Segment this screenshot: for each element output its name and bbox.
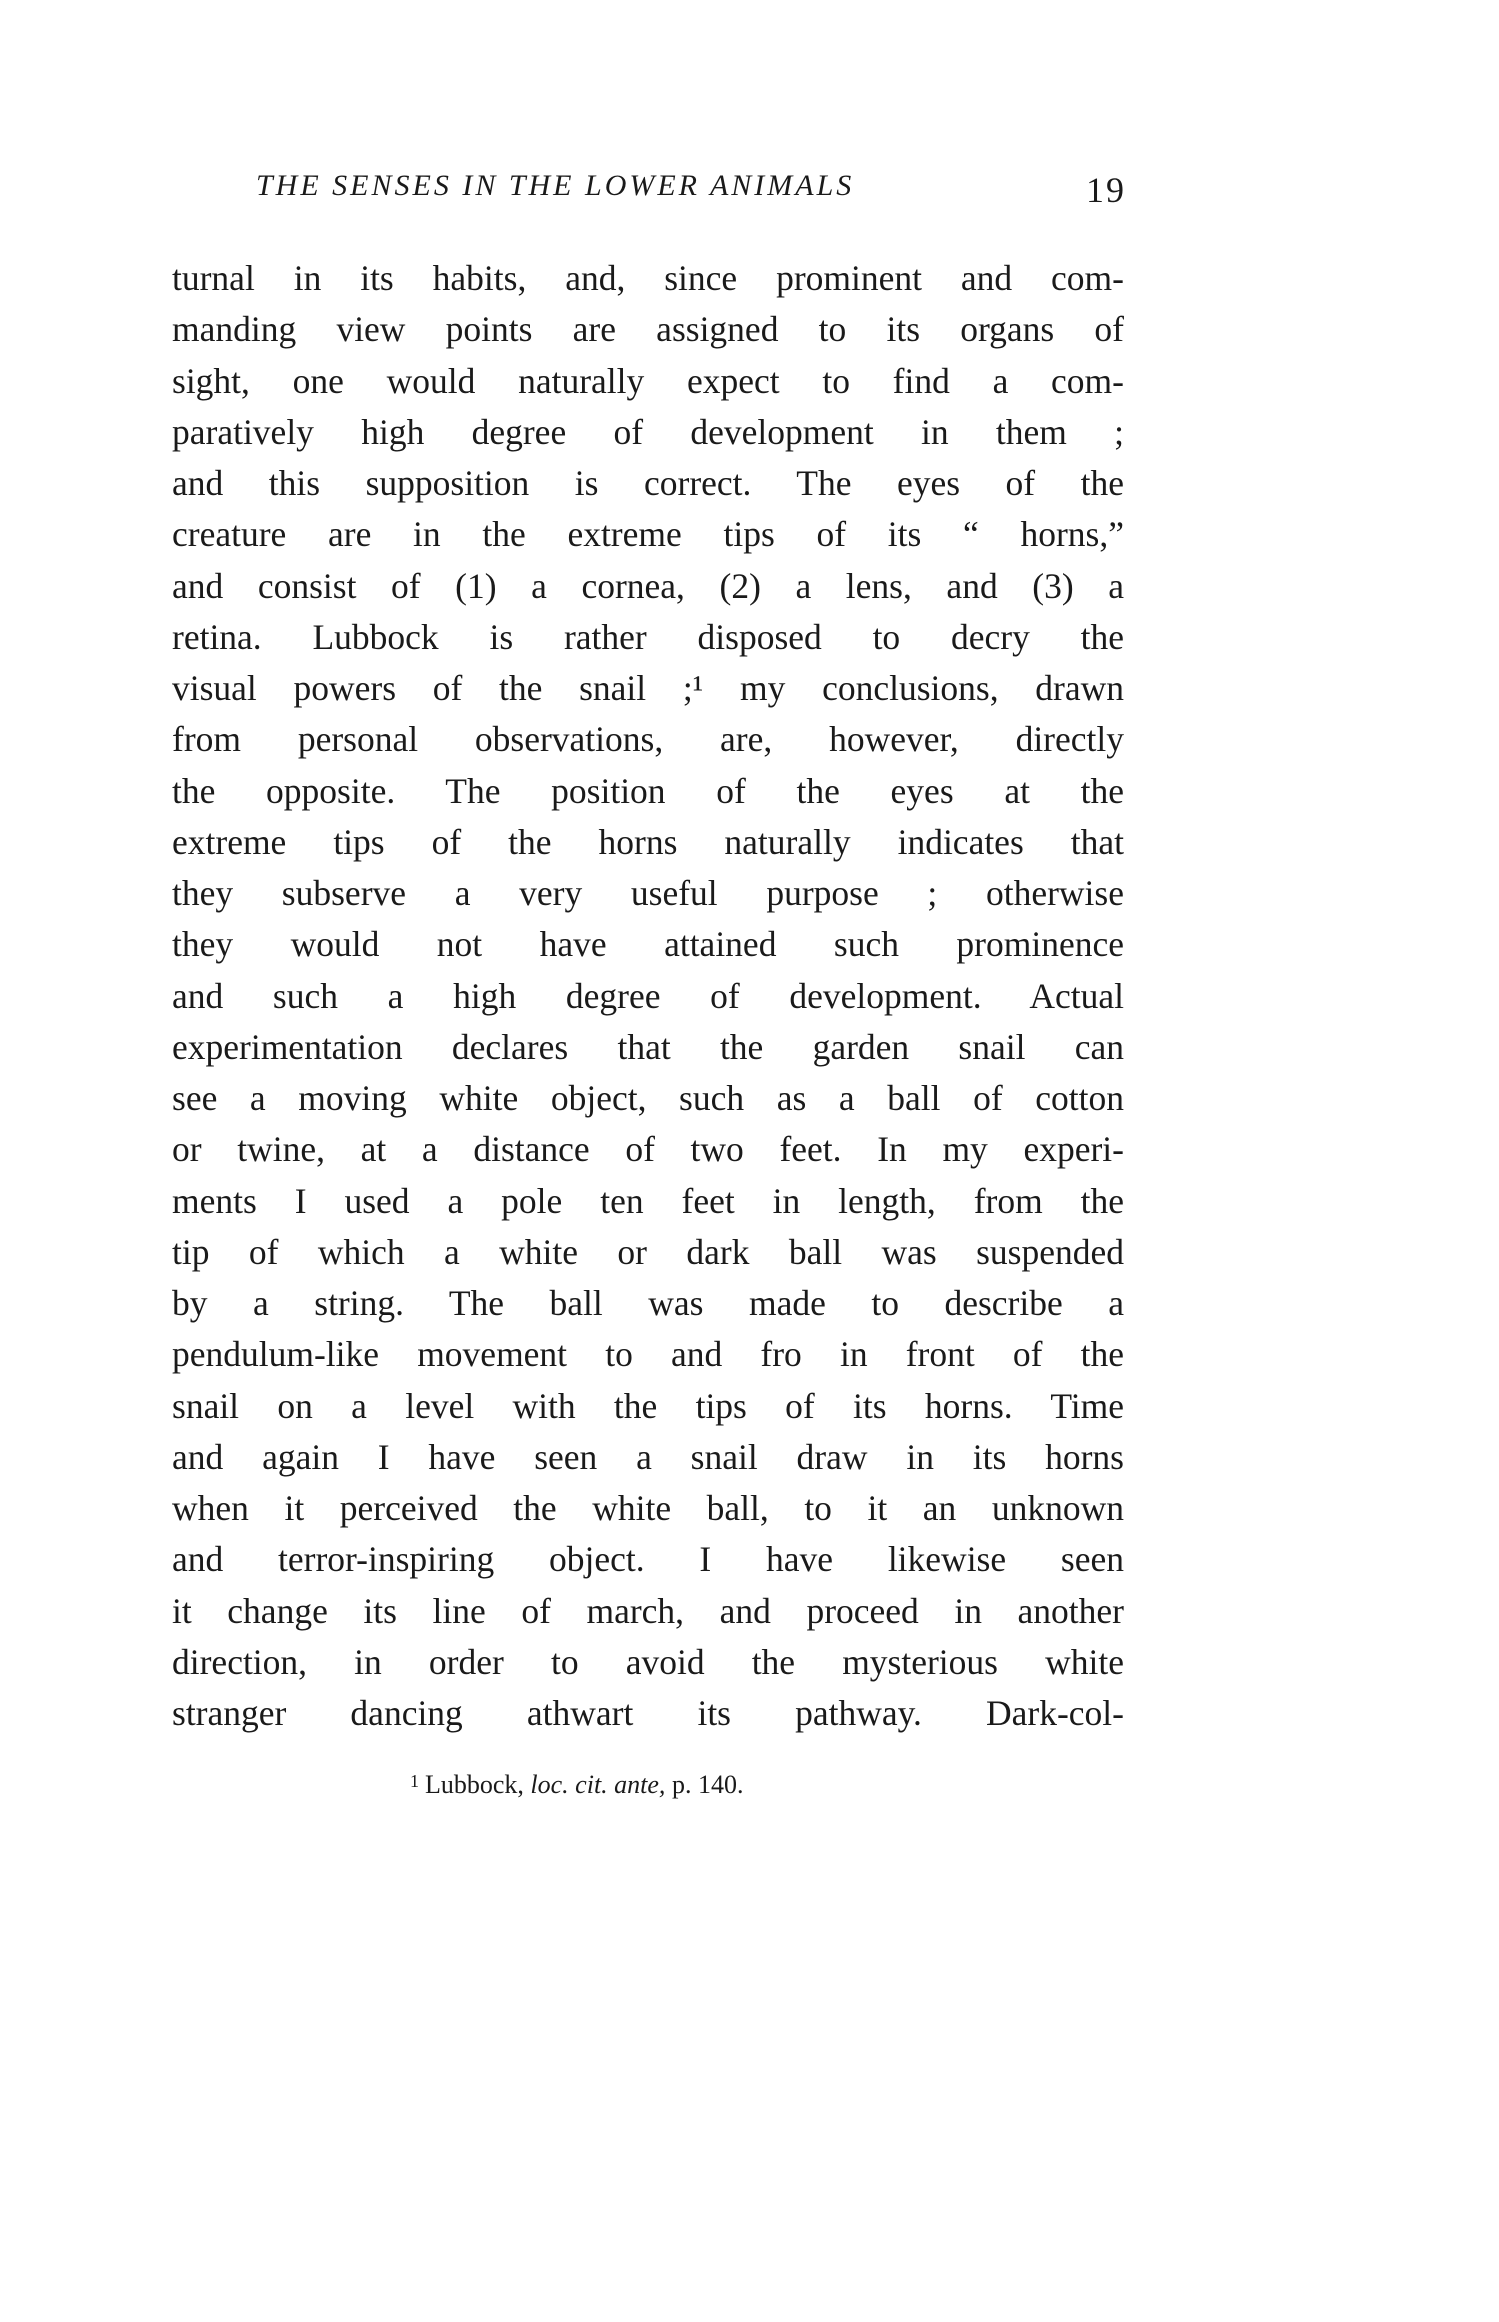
text-line: or twine, at a distance of two feet. In my experi- (172, 1129, 1124, 1170)
text-line: creature are in the extreme tips of its “ horns,” (172, 514, 1124, 555)
page-number: 19 (1086, 170, 1126, 210)
text-line: and terror-inspiring object. I have likewise seen (172, 1539, 1124, 1580)
text-line: visual powers of the snail ;¹ my conclusions, drawn (172, 668, 1124, 708)
running-title: THE SENSES IN THE LOWER ANIMALS (256, 169, 855, 202)
text-line: turnal in its habits, and, since prominent and com- (172, 258, 1124, 298)
footnote (410, 1770, 743, 1800)
text-line: the opposite. The position of the eyes at the (172, 770, 1124, 811)
text-line: snail on a level with the tips of its horns. Time (172, 1385, 1124, 1426)
text-line: paratively high degree of development in them ; (172, 411, 1124, 452)
text-line: pendulum-like movement to and fro in front of the (172, 1334, 1124, 1375)
text-line: stranger dancing athwart its pathway. Dark-col- (172, 1693, 1124, 1733)
text-line: it change its line of march, and proceed in another (172, 1590, 1124, 1631)
text-line: and this supposition is correct. The eyes of the (172, 463, 1124, 503)
text-line: see a moving white object, such as a ball of cotton (172, 1078, 1124, 1118)
text-line: they subserve a very useful purpose ; otherwise (172, 873, 1124, 913)
footnote-page-ref: p. 140. (671, 1770, 744, 1799)
text-line: experimentation declares that the garden snail can (172, 1026, 1124, 1067)
text-line: retina. Lubbock is rather disposed to decry the (172, 616, 1124, 657)
text-line: ments I used a pole ten feet in length, from the (172, 1180, 1124, 1221)
footnote-author: Lubbock, (425, 1770, 524, 1799)
text-line: when it perceived the white ball, to it an unknown (172, 1488, 1124, 1528)
text-line: and such a high degree of development. Actual (172, 975, 1124, 1016)
text-line: extreme tips of the horns naturally indicates that (172, 821, 1124, 862)
text-line: and again I have seen a snail draw in its horns (172, 1436, 1124, 1477)
text-line: direction, in order to avoid the mysterious white (172, 1641, 1124, 1682)
footnote-citation: loc. cit. ante, (530, 1770, 666, 1799)
text-line: by a string. The ball was made to describe a (172, 1283, 1124, 1323)
text-line: tip of which a white or dark ball was suspended (172, 1231, 1124, 1272)
running-head (256, 165, 1126, 215)
footnote-marker: 1 (410, 1771, 419, 1791)
text-line: manding view points are assigned to its organs of (172, 309, 1124, 350)
text-line: from personal observations, are, however, directly (172, 719, 1124, 760)
text-line: they would not have attained such prominence (172, 924, 1124, 965)
text-line: sight, one would naturally expect to find a com- (172, 360, 1124, 401)
body-text (172, 253, 1124, 1739)
text-line: and consist of (1) a cornea, (2) a lens, and (3) a (172, 565, 1124, 606)
